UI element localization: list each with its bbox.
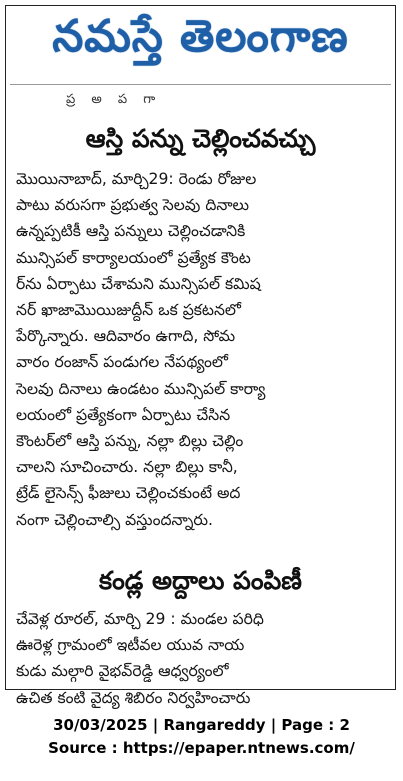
- cut-off-text-strip: ప్ర అ ప గా: [66, 92, 162, 107]
- article-line: ర్‌ను ఏర్పాటు చేశామని మున్సిపల్ కమిష: [16, 274, 261, 293]
- article-line: నర్ ఖాజామొయిజుద్దీన్ ఒక ప్రకటనలో: [16, 301, 241, 320]
- article-line: పేర్కొన్నారు. ఆదివారం ఉగాది, సోమ: [16, 327, 236, 346]
- masthead-title: నమస్తే తెలంగాణ: [52, 11, 349, 62]
- article-line: చేవెళ్ల రూరల్, మార్చి 29 : మండల పరిధి: [16, 610, 264, 628]
- article-line: ట్రేడ్ లైసెన్స్ ఫీజులు చెల్లించకుంటే అద: [16, 484, 241, 503]
- footer-source-url: Source : https://epaper.ntnews.com/: [48, 739, 355, 757]
- article-body-spectacles-distribution: [16, 606, 385, 711]
- footer-date-edition-page: 30/03/2025 | Rangareddy | Page : 2: [53, 716, 350, 734]
- article-line: పాటు వరుసగా ప్రభుత్వ సెలవు దినాలు: [16, 196, 249, 215]
- article-line: ఉచిత కంటి వైద్య శిబిరం నిర్వహించారు: [16, 688, 251, 707]
- article-line: మున్సిపల్ కార్యాలయంలో ప్రత్యేక కౌంట: [16, 248, 251, 267]
- masthead-divider: [10, 84, 391, 85]
- newspaper-masthead: [6, 6, 395, 78]
- article-line: వారం రంజాన్ పండుగల నేపథ్యంలో: [16, 353, 228, 372]
- article-headline-property-tax: ఆస్తి పన్ను చెల్లించవచ్చు: [85, 124, 316, 153]
- article-line: కౌంటర్‌లో ఆస్తి పన్ను, నల్లా బిల్లు చెల్లిం: [16, 432, 244, 451]
- article-headline-spectacles-distribution: కండ్ల అద్దాలు పంపిణీ: [99, 566, 302, 595]
- article-line: కుడు మల్గారి వైభవ్‌రెడ్డి ఆధ్వర్యంలో: [16, 662, 229, 681]
- article-body-property-tax: [16, 166, 385, 533]
- clipping-frame: [5, 5, 396, 707]
- article-line: చాలని సూచించారు. నల్లా బిల్లు కానీ,: [16, 458, 238, 477]
- article-line: లయంలో ప్రత్యేకంగా ఏర్పాటు చేసిన: [16, 405, 231, 424]
- article-line: నంగా చెల్లించాల్సి వస్తుందన్నారు.: [16, 510, 214, 529]
- article-line: మొయినాబాద్, మార్చి29: రెండు రోజుల: [16, 170, 257, 188]
- article-line: సెలవు దినాలు ఉండటం మున్సిపల్ కార్యా: [16, 379, 266, 398]
- article-line: ఊరెళ్ల గ్రామంలో ఇటీవల యువ నాయ: [16, 636, 245, 655]
- article-line: ఉన్నప్పటికీ ఆస్తి పన్నులు చెల్లించడానికి: [16, 222, 246, 241]
